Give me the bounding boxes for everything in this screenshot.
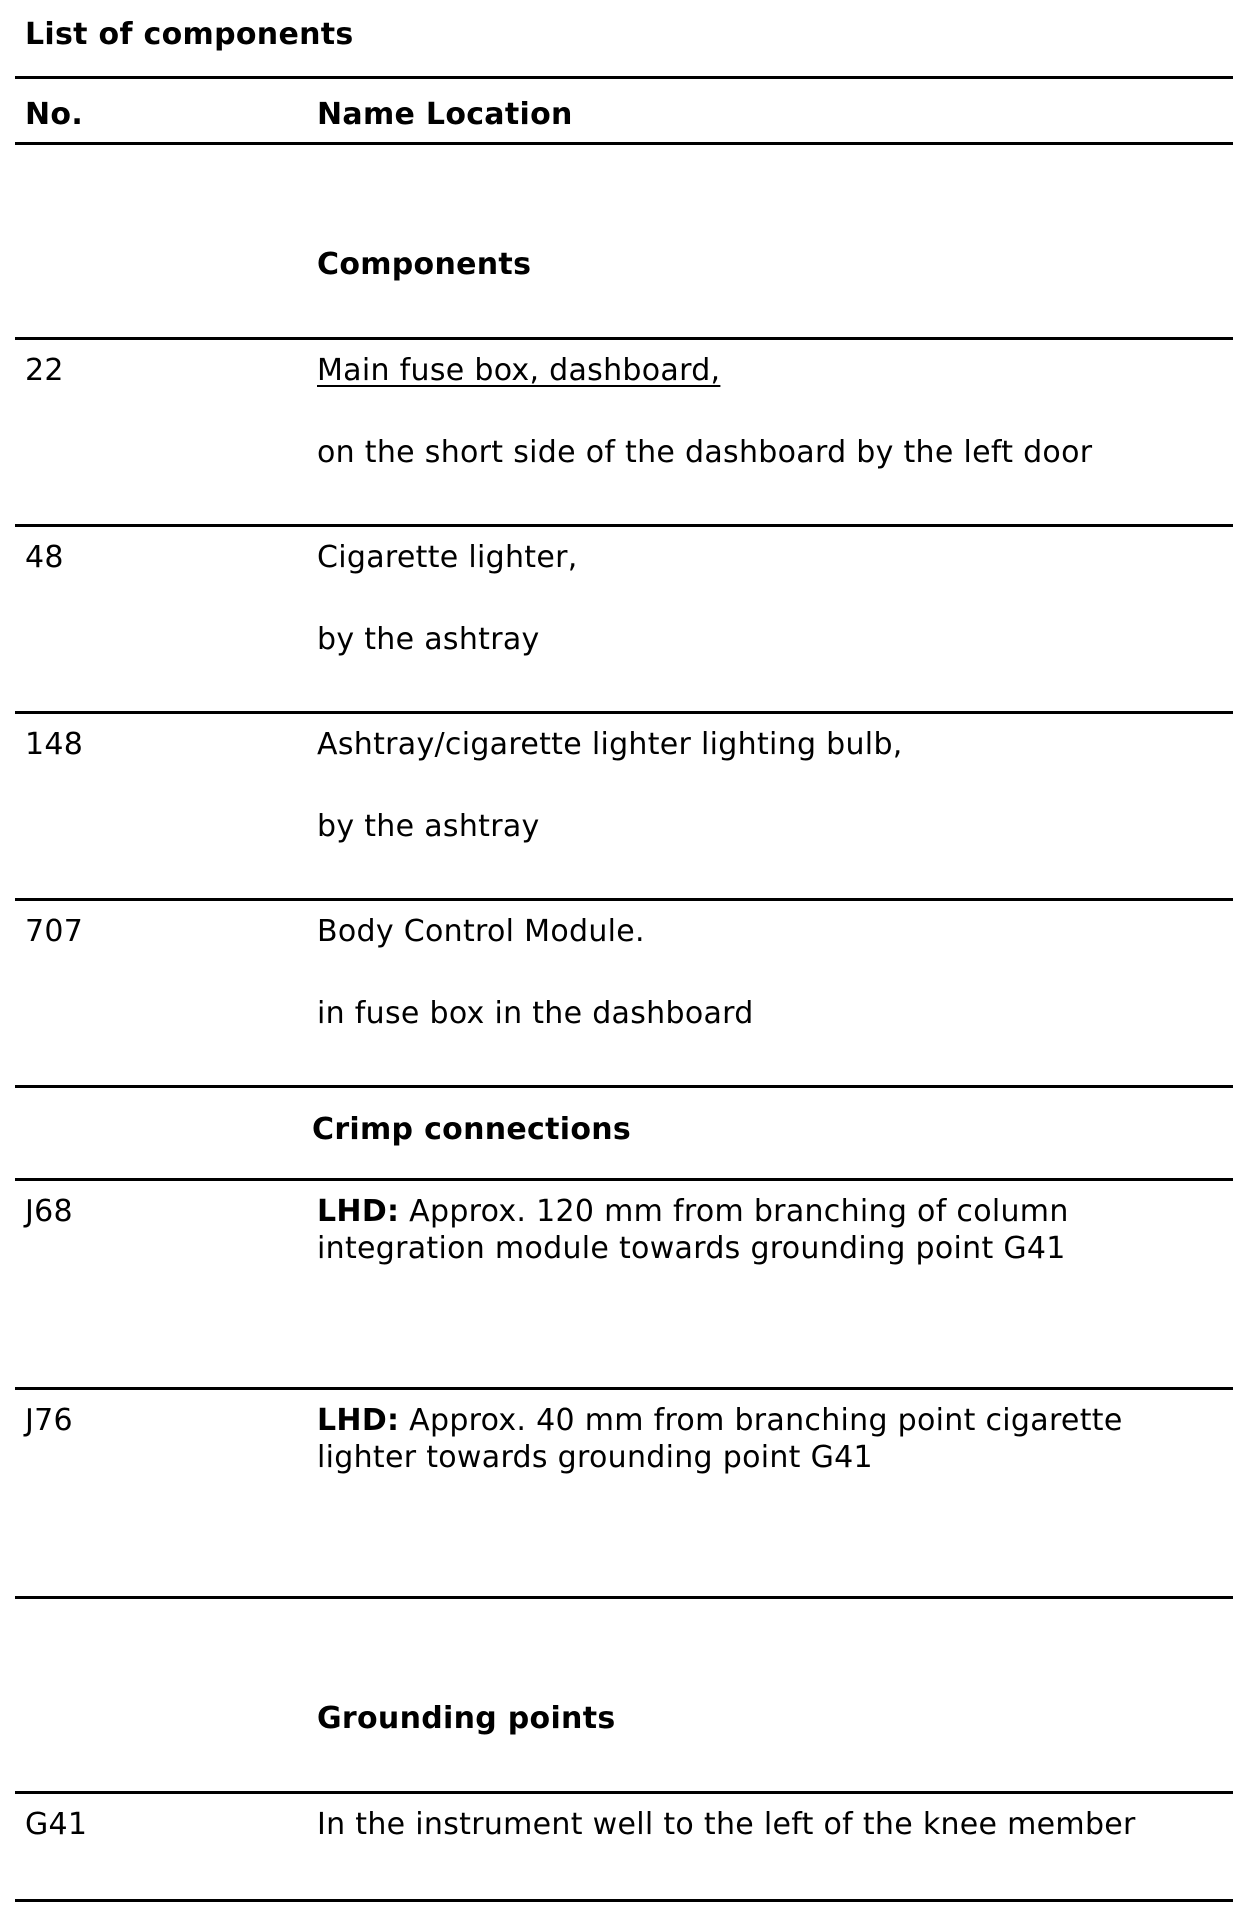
divider — [15, 1899, 1233, 1902]
divider — [15, 524, 1233, 527]
section-heading-crimp-connections: Crimp connections — [312, 1112, 632, 1147]
crimp-description-line-1 — [317, 1193, 1069, 1230]
column-header-name-location: Name Location — [317, 97, 573, 132]
divider — [15, 76, 1233, 79]
divider — [15, 898, 1233, 901]
row-number: G41 — [25, 1807, 88, 1842]
component-location: in fuse box in the dashboard — [317, 996, 754, 1031]
row-number: 707 — [25, 914, 84, 949]
component-location: by the ashtray — [317, 809, 540, 844]
component-name: Cigarette lighter, — [317, 540, 578, 575]
crimp-text: Approx. 40 mm from branching point cigarette — [399, 1403, 1123, 1438]
row-number: 48 — [25, 540, 64, 575]
divider — [15, 1387, 1233, 1390]
row-number: 148 — [25, 727, 84, 762]
grounding-description: In the instrument well to the left of the knee member — [317, 1807, 1136, 1842]
divider — [15, 1596, 1233, 1599]
row-number: 22 — [25, 353, 64, 388]
component-location: on the short side of the dashboard by the left door — [317, 435, 1093, 470]
crimp-description-line-2: lighter towards grounding point G41 — [317, 1440, 873, 1475]
crimp-description — [317, 1402, 1123, 1476]
row-number: J76 — [25, 1403, 73, 1438]
crimp-description — [317, 1193, 1069, 1267]
component-name: Ashtray/cigarette lighter lighting bulb, — [317, 727, 903, 762]
divider — [15, 1178, 1233, 1181]
crimp-text: Approx. 120 mm from branching of column — [399, 1194, 1069, 1229]
page-title: List of components — [25, 17, 354, 52]
divider — [15, 142, 1233, 145]
divider — [15, 711, 1233, 714]
column-header-no: No. — [25, 97, 84, 132]
component-name: Body Control Module. — [317, 914, 645, 949]
section-heading-grounding-points: Grounding points — [317, 1701, 616, 1736]
component-location: by the ashtray — [317, 622, 540, 657]
lhd-label: LHD: — [317, 1194, 400, 1229]
component-name: Main fuse box, dashboard, — [317, 353, 721, 388]
section-heading-components: Components — [317, 247, 532, 282]
divider — [15, 1085, 1233, 1088]
crimp-description-line-2: integration module towards grounding point G41 — [317, 1231, 1066, 1266]
divider — [15, 1791, 1233, 1794]
lhd-label: LHD: — [317, 1403, 400, 1438]
crimp-description-line-1 — [317, 1402, 1123, 1439]
divider — [15, 337, 1233, 340]
row-number: J68 — [25, 1194, 73, 1229]
